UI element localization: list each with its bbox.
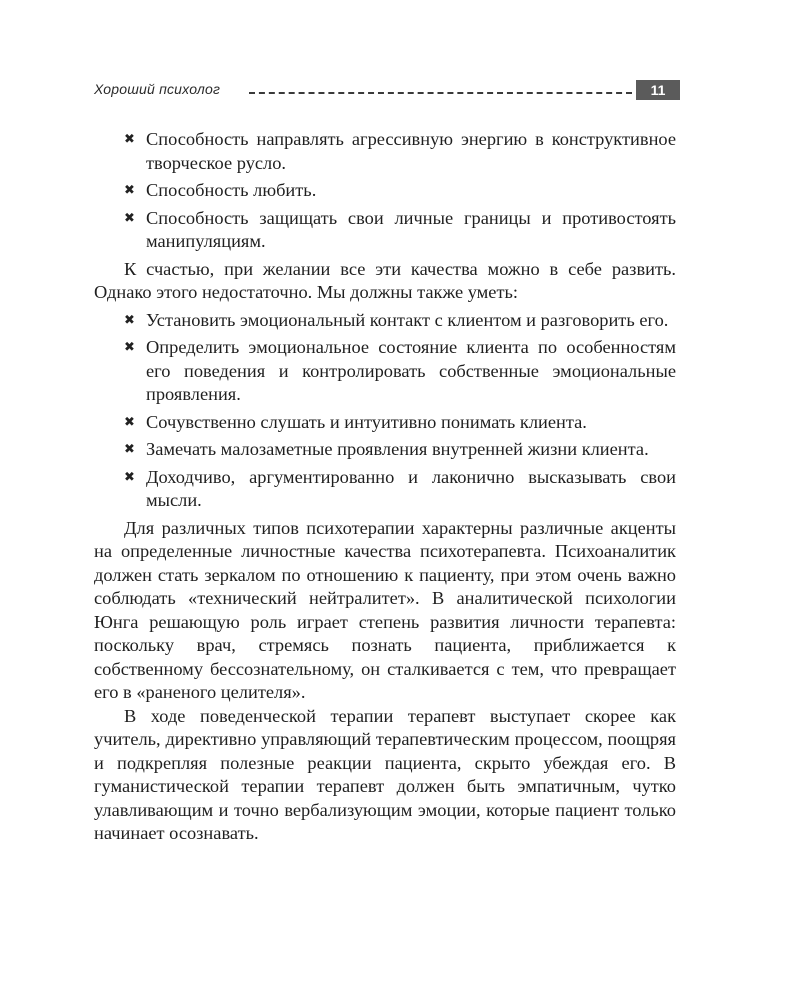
- page-number: 11: [636, 80, 680, 100]
- paragraph: В ходе поведенческой терапии терапевт выступает скорее как учитель, директивно управляющий терапевтическим процессом, поощряя и подкрепляя полезные реакции пациента, скрыто убеждая его. В гуманистической терапии терапевт должен быть эмпатичным, чутко улавливающим и точно вербализующим эмоции, которые пациент только начинает осознавать.: [94, 705, 676, 843]
- list-item: [94, 309, 676, 333]
- list-item: [94, 179, 676, 203]
- list-item: [94, 128, 676, 175]
- paragraph: Для различных типов психотерапии характерны различные акценты на определенные личностные качества психотерапевта. Психоаналитик должен стать зеркалом по отношению к пациенту, при этом очень важно соблюдать «технический нейтралитет». В аналитической психологии Юнга решающую роль играет степень развития личности терапевта: поскольку врач, стремясь познать пациента, приближается к собственному бессознательному, он сталкивается с тем, что превращает его в «раненого целителя».: [94, 517, 676, 702]
- crossed-arrows-icon: ✖: [124, 183, 135, 198]
- crossed-arrows-icon: ✖: [124, 312, 135, 328]
- page-body: [94, 128, 676, 846]
- crossed-arrows-icon: ✖: [124, 210, 135, 226]
- list-item-text: Способность направлять агрессивную энергию в конструктивное творческое русло.: [146, 129, 676, 173]
- list-item-text: Способность любить.: [146, 180, 317, 200]
- qualities-list: [94, 128, 676, 254]
- list-item: [94, 336, 676, 407]
- list-item-text: Доходчиво, аргументированно и лаконично высказывать свои мысли.: [146, 466, 676, 510]
- crossed-arrows-icon: ✖: [124, 340, 135, 355]
- list-item-text: Сочувственно слушать и интуитивно понимать клиента.: [146, 411, 587, 432]
- list-item-text: Установить эмоциональный контакт с клиентом и разговорить его.: [146, 309, 669, 330]
- list-item: [94, 207, 676, 254]
- list-item: [94, 466, 676, 513]
- crossed-arrows-icon: ✖: [124, 132, 135, 147]
- paragraph: К счастью, при желании все эти качества можно в себе развить. Однако этого недостаточно. Мы должны также уметь:: [94, 258, 676, 302]
- page-header: [94, 80, 680, 102]
- crossed-arrows-icon: ✖: [124, 469, 135, 485]
- list-item: [94, 438, 676, 462]
- crossed-arrows-icon: ✖: [124, 442, 135, 457]
- list-item-text: Замечать малозаметные проявления внутренней жизни клиента.: [146, 439, 649, 459]
- skills-list: [94, 309, 676, 513]
- list-item: [94, 411, 676, 435]
- list-item-text: Определить эмоциональное состояние клиента по особенностям его поведения и контролировать собственные эмоциональные проявления.: [146, 337, 676, 404]
- running-title: Хороший психолог: [94, 81, 221, 97]
- header-dashed-rule: [249, 92, 632, 94]
- crossed-arrows-icon: ✖: [124, 414, 135, 430]
- list-item-text: Способность защищать свои личные границы и противостоять манипуляциям.: [146, 207, 676, 251]
